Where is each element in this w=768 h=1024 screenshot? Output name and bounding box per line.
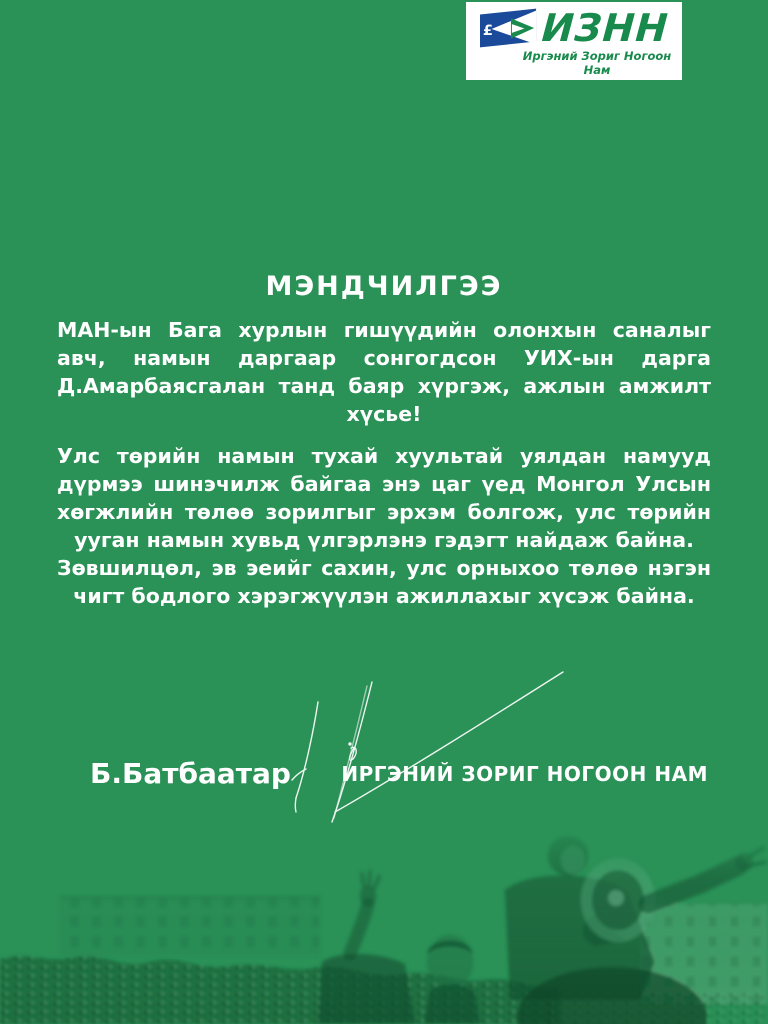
party-name-full: ИРГЭНИЙ ЗОРИГ НОГООН НАМ (341, 762, 708, 786)
crowd-photo-illustration (0, 812, 768, 1024)
signature-scribble-icon (270, 660, 580, 835)
party-logo-row (480, 5, 670, 50)
party-logo (466, 2, 682, 80)
greeting-body (57, 316, 711, 610)
party-abbreviation: ИЗНН (540, 5, 670, 50)
greeting-title: МЭНДЧИЛГЭЭ (265, 271, 503, 302)
party-flag-icon (480, 8, 538, 48)
greeting-paragraph-3: Зөвшилцөл, эв эеийг сахин, улс орныхоо төлөө нэгэн чигт бодлого хэрэгжүүлэн ажиллахыг хүсэж байна. (57, 556, 711, 608)
flag-symbol: £ (482, 22, 493, 39)
party-subtitle: Иргэний Зориг Ногоон Нам (522, 48, 672, 77)
greeting-paragraph-2: Улс төрийн намын тухай хуультай уялдан намууд дүрмээ шинэчилж байгаа энэ цаг үед Монгол Улсын хөгжлийн төлөө зорилгыг эрхэм болгож, улс төрийн ууган намын хувьд үлгэрлэнэ гэдэгт найдаж байна. (57, 444, 711, 552)
signatory-name: Б.Батбаатар (90, 757, 291, 790)
greeting-paragraph-1: МАН-ын Бага хурлын гишүүдийн олонхын саналыг авч, намын даргаар сонгогдсон УИХ-ын дарга Д.Амарбаясгалан танд баяр хүргэж, ажлын амжилт хүсье! (57, 318, 711, 426)
